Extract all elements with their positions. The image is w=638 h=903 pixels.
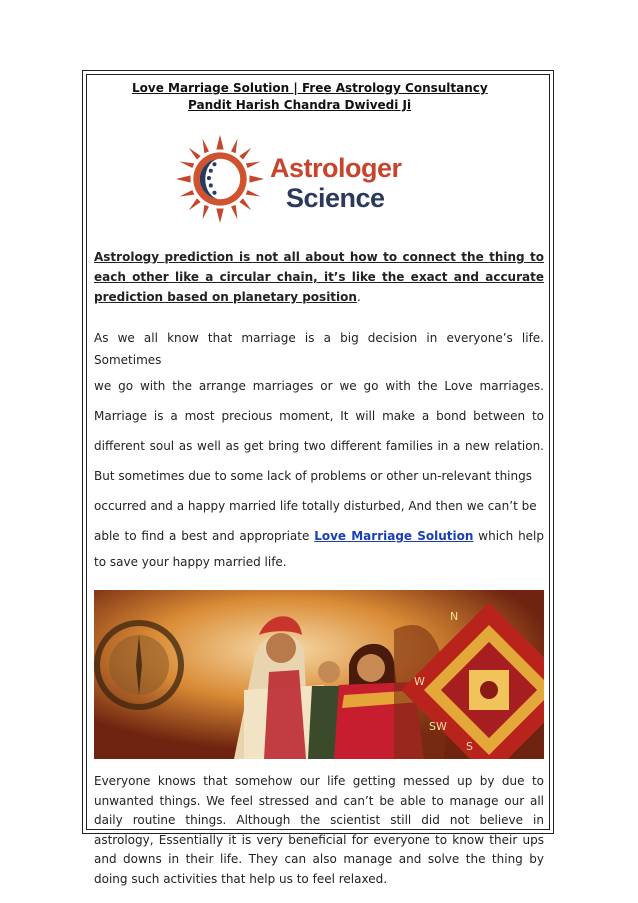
marriage-paragraph [94,327,544,573]
wedding-astrology-image [94,590,544,759]
page-title: Love Marriage Solution | Free Astrology Consultancy [132,81,488,95]
svg-text:W: W [414,675,425,688]
marriage-paragraph-middle: we go with the arrange marriages or we go with the Love marriages. Marriage is a most precious moment, It will make a bond between to different soul as well as get bring two different families in a new relation. But sometimes due to some lack of problems or other un-relevant things [94,379,544,483]
marriage-paragraph-line1: As we all know that marriage is a big decision in everyone’s life. Sometimes [94,331,544,367]
svg-text:SW: SW [429,720,447,733]
lead-statement [94,247,544,307]
lead-statement-period: . [356,290,361,304]
logo-text-science: Science [286,183,385,213]
svg-text:N: N [450,610,459,623]
love-marriage-solution-link[interactable]: Love Marriage Solution [314,529,474,543]
marriage-paragraph-occurred: occurred and a happy married life totally disturbed, And then we can’t be [94,499,537,513]
sun-logo-icon [174,133,266,225]
stress-paragraph: Everyone knows that somehow our life getting messed up by due to unwanted things. We feel stressed and can’t be able to manage our all daily routine things. Although the scientist still did not believe in astrology, Essentially it is very beneficial for everyone to know their ups and downs in their life. They can also manage and solve the thing by doing such activities that help us to feel relaxed. [94,774,544,886]
astrologer-science-logo [94,133,544,225]
logo-text-astrologer: Astrologer [270,153,402,183]
document-content [94,80,544,889]
wedding-couple-photo [94,590,544,759]
svg-text:S: S [466,740,473,753]
lead-statement-text: Astrology prediction is not all about how to connect the thing to each other like a circular chain, it’s like the exact and accurate prediction based on planetary position [94,250,544,304]
author-name: Pandit Harish Chandra Dwivedi Ji [188,98,412,112]
marriage-paragraph-before-link: able to find a best and appropriate [94,529,315,543]
marriage-paragraph-after-link: which help to save your happy married life. [94,529,545,569]
